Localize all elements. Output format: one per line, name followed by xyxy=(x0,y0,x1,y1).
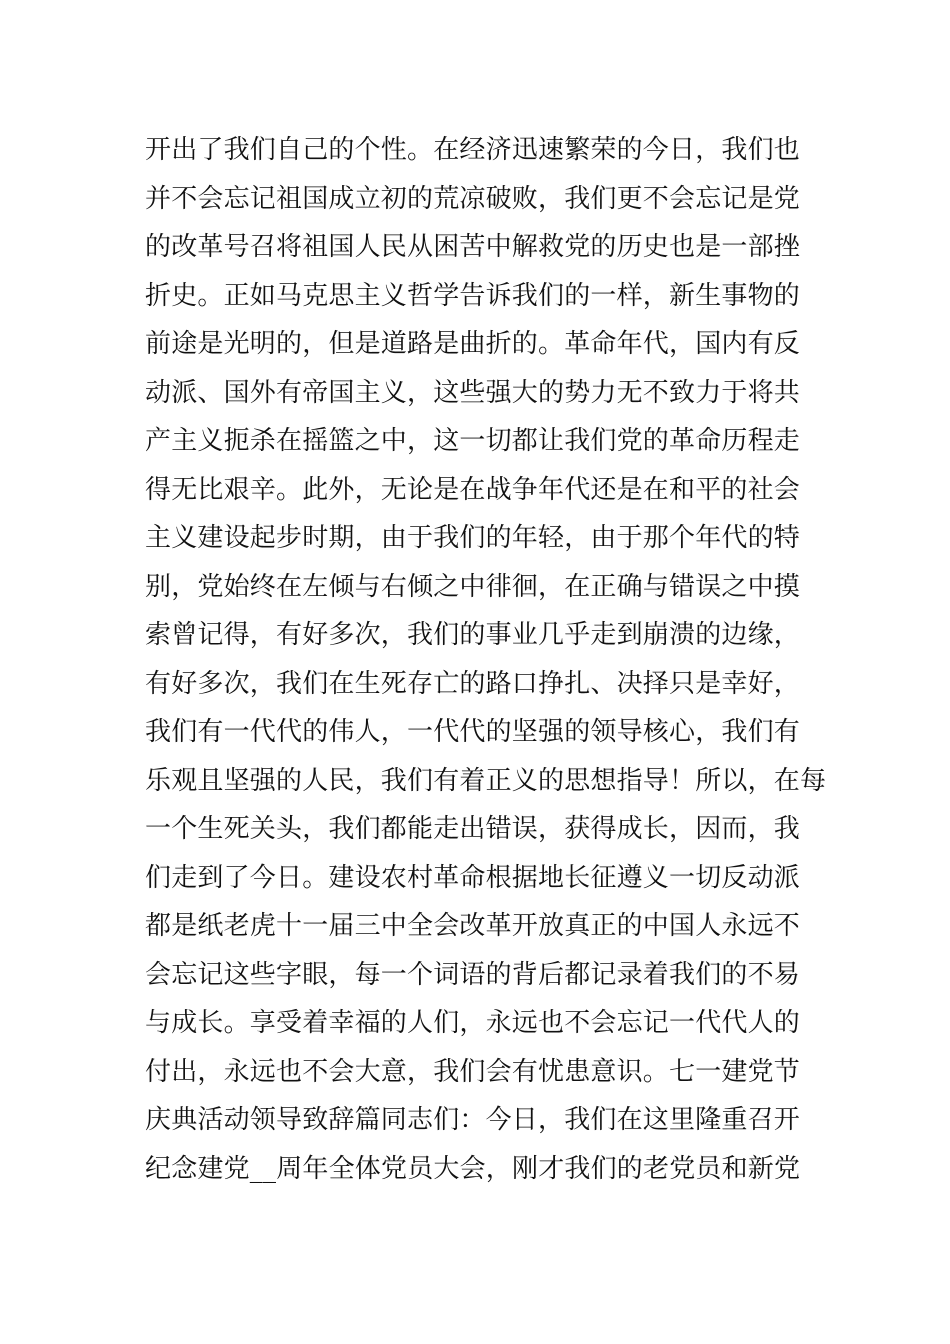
text-line: 索曾记得，有好多次，我们的事业几乎走到崩溃的边缘， xyxy=(145,620,801,650)
text-line: 产主义扼杀在摇篮之中，这一切都让我们党的革命历程走 xyxy=(145,426,801,456)
text-line: 得无比艰辛。此外，无论是在战争年代还是在和平的社会 xyxy=(145,474,801,505)
text-line: 我们有一代代的伟人，一代代的坚强的领导核心，我们有 xyxy=(145,717,801,747)
text-line: 与成长。享受着幸福的人们，永远也不会忘记一代代人的 xyxy=(145,1008,801,1038)
text-line: 会忘记这些字眼，每一个词语的背后都记录着我们的不易 xyxy=(145,959,801,990)
text-line: 付出，永远也不会大意，我们会有忧患意识。七一建党节 xyxy=(145,1056,801,1087)
text-line: 庆典活动领导致辞篇同志们：今日，我们在这里隆重召开 xyxy=(145,1105,801,1135)
text-line: 们走到了今日。建设农村革命根据地长征遵义一切反动派 xyxy=(145,862,801,893)
text-line: 动派、国外有帝国主义，这些强大的势力无不致力于将共 xyxy=(145,377,801,408)
text-line: 的改革号召将祖国人民从困苦中解救党的历史也是一部挫 xyxy=(145,232,801,262)
text-line: 折史。正如马克思主义哲学告诉我们的一样，新生事物的 xyxy=(145,280,801,311)
text-line: 乐观且坚强的人民，我们有着正义的思想指导！所以，在每 xyxy=(145,765,827,796)
text-line: 主义建设起步时期，由于我们的年轻，由于那个年代的特 xyxy=(145,523,801,553)
text-line: 都是纸老虎十一届三中全会改革开放真正的中国人永远不 xyxy=(145,911,801,941)
text-line: 纪念建党__周年全体党员大会，刚才我们的老党员和新党 xyxy=(145,1153,801,1184)
body-text xyxy=(145,126,827,1193)
text-line: 并不会忘记祖国成立初的荒凉破败，我们更不会忘记是党 xyxy=(145,183,801,214)
text-line: 一个生死关头，我们都能走出错误，获得成长，因而，我 xyxy=(145,814,801,844)
text-line: 前途是光明的，但是道路是曲折的。革命年代，国内有反 xyxy=(145,329,801,359)
text-line: 有好多次，我们在生死存亡的路口挣扎、决择只是幸好， xyxy=(145,668,801,699)
text-line: 开出了我们自己的个性。在经济迅速繁荣的今日，我们也 xyxy=(145,135,801,165)
text-line: 别，党始终在左倾与右倾之中徘徊，在正确与错误之中摸 xyxy=(145,571,801,602)
